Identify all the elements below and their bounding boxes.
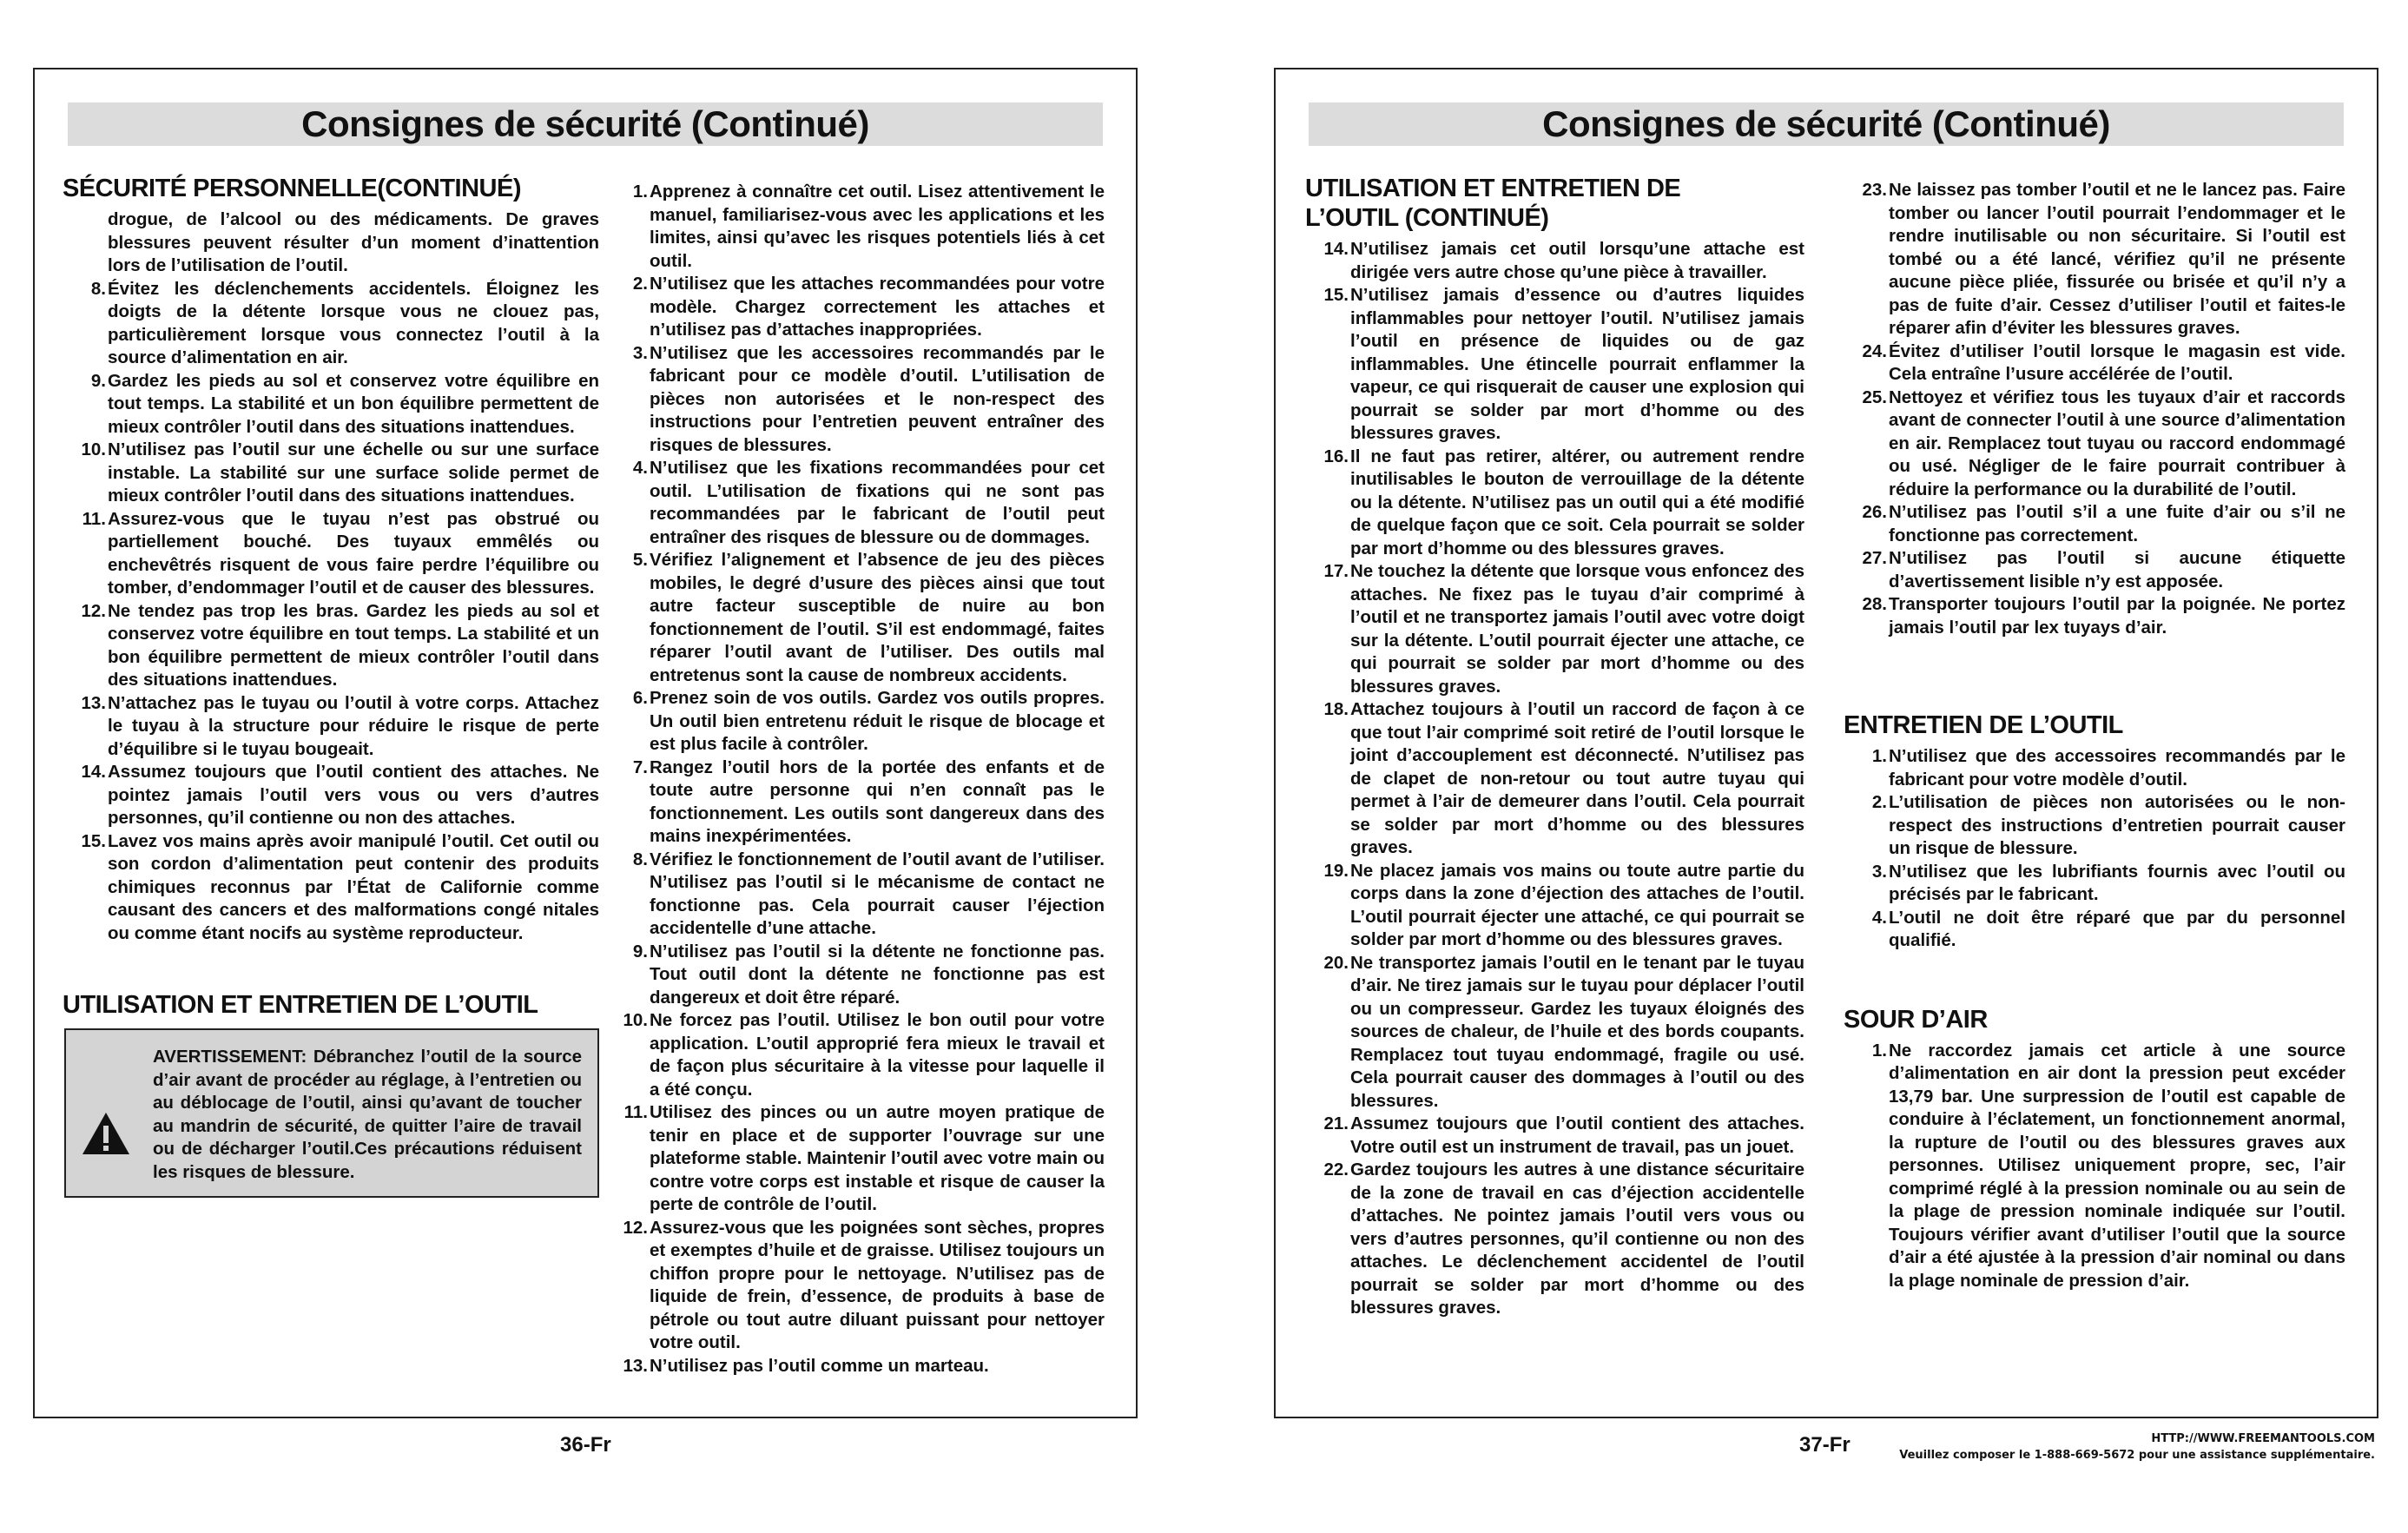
list-item-number: 8. <box>90 278 106 299</box>
list-item <box>1305 446 1804 561</box>
page-number-right: 37-Fr <box>1799 1433 1851 1457</box>
list-item <box>1844 340 2345 387</box>
list-item <box>1844 387 2345 502</box>
list-item-text: Rangez l’outil hors de la portée des enfants et de toute autre personne qui n’en connaît pas le fonctionnement. Les outils sont dangereux dans des mains inexpérimentées. <box>650 757 1105 846</box>
list-item-number: 27. <box>1862 548 1887 568</box>
list-item-number: 23. <box>1862 180 1887 200</box>
left-column-1 <box>63 174 599 1198</box>
list-item-text: N’utilisez que des accessoires recommandés par le fabricant pour votre modèle d’outil. <box>1889 746 2345 790</box>
list-item <box>1305 1159 1804 1320</box>
list-item-number: 20. <box>1323 952 1349 973</box>
list-item <box>63 508 599 600</box>
list-item <box>1844 745 2345 791</box>
list-item-text: Assumez toujours que l’outil contient des attaches. Votre outil est un instrument de travail, pas un jouet. <box>1350 1113 1804 1157</box>
list-item <box>604 757 1105 849</box>
list-item <box>63 761 599 830</box>
list-item-number: 11. <box>623 1102 648 1122</box>
warning-triangle-icon <box>80 1110 132 1157</box>
list-item-number: 28. <box>1862 594 1887 614</box>
list-item-text: Assumez toujours que l’outil contient des attaches. Ne pointez jamais l’outil vers vous ou vers d’autres personnes, qu’il contienne ou non des attaches. <box>108 762 599 828</box>
list-item <box>1305 860 1804 952</box>
left-page <box>33 68 1138 1418</box>
list-item-number: 1. <box>1871 1040 1887 1061</box>
list-item-number: 5. <box>632 550 648 570</box>
page-header-left: Consignes de sécurité (Continué) <box>68 102 1103 146</box>
list-item <box>63 278 599 370</box>
list-item-number: 15. <box>1323 285 1349 305</box>
list-item-text: N’utilisez que les accessoires recommandés par le fabricant pour ce modèle d’outil. L’utilisation de pièces non autorisées et le non-respect des instructions pour l’entretien peuvent entraîner des risques de blessures. <box>650 342 1105 455</box>
list-item-text: N’utilisez que les lubrifiants fournis avec l’outil ou précisés par le fabricant. <box>1889 861 2345 904</box>
list-item-text: N’utilisez pas l’outil sur une échelle ou sur une surface instable. La stabilité sur une surface solide permet de mieux contrôler l’outil dans des situations inattendues. <box>108 439 599 505</box>
list-item <box>1844 547 2345 593</box>
warning-box <box>64 1028 599 1198</box>
list-item-number: 13. <box>81 692 106 713</box>
list-item-number: 18. <box>1323 699 1349 719</box>
list-item <box>604 849 1105 941</box>
list-item <box>1844 791 2345 861</box>
list-item-number: 21. <box>1323 1113 1349 1133</box>
list-item-text: Il ne faut pas retirer, altérer, ou autrement rendre inutilisables le bouton de verrouillage de la détente ou la détente. N’utilisez pas un outil qui a été modifié de quelque façon que ce soit. Cela pourrait se solder par mort d’homme ou des blessures graves. <box>1350 446 1804 558</box>
list-item-text: Assurez-vous que le tuyau n’est pas obstrué ou partiellement bouché. Des tuyaux emmêlés ou enchevêtrés risquent de vous faire perdre l’équilibre ou tomber, d’endommager l’outil et de causer des blessures. <box>108 508 599 598</box>
list-item-text: N’utilisez jamais cet outil lorsqu’une attache est dirigée vers autre chose qu’une pièce à travailler. <box>1350 239 1804 282</box>
list-item-text: Évitez les déclenchements accidentels. Éloignez les doigts de la détente lorsque vous ne clouez pas, particulièrement lorsque vous connectez l’outil à la source d’alimentation en air. <box>108 278 599 367</box>
list-item-number: 19. <box>1323 860 1349 881</box>
list-item-number: 3. <box>1871 861 1887 882</box>
tool-use-more-list <box>1844 179 2345 639</box>
footer-phone: Veuillez composer le 1-888-669-5672 pour une assistance supplémentaire. <box>1899 1449 2375 1462</box>
list-item-text: Apprenez à connaître cet outil. Lisez attentivement le manuel, familiarisez-vous avec les applications et les limites, ainsi qu’avec les risques potentiels liés à cet outil. <box>650 182 1105 271</box>
list-item-number: 12. <box>81 600 106 621</box>
list-item-text: N’utilisez pas l’outil si la détente ne fonctionne pas. Tout outil dont la détente ne fonctionne pas est dangereux et doit être réparé. <box>650 941 1105 1008</box>
list-item-text: Ne raccordez jamais cet article à une source d’alimentation en air dont la pression peut excéder 13,79 bar. Une surpression de l’outil est capable de conduire à l’éclatement, un fonctionnement anormal, la rupture de l’outil ou des blessures graves aux personnes. Utilisez uniquement propre, sec, l’air comprimé réglé à la pression nominale ou au sein de la plage de pression nominale indiquée sur l’outil. Toujours vérifier avant d’utiliser l’outil que la source d’air a été ajustée à la pression d’air nominal ou dans la plage nominale de pression d’air. <box>1889 1040 2345 1291</box>
warning-text: AVERTISSEMENT: Débranchez l’outil de la source d’air avant de procéder au réglage, à l’entretien ou au déblocage de l’outil, ainsi qu’avant de toucher au mandrin de sécurité, de quitter l’aire de travail ou de décharger l’outil.Ces précautions réduisent les risques de blessure. <box>153 1047 582 1182</box>
list-item-text: N’utilisez pas l’outil comme un marteau. <box>650 1355 989 1376</box>
list-item-number: 9. <box>632 941 648 961</box>
list-item-text: Ne forcez pas l’outil. Utilisez le bon outil pour votre application. L’outil approprié fera mieux le travail et de façon plus sécuritaire à la vitesse pour laquelle il a été conçu. <box>650 1010 1105 1100</box>
list-item-text: Ne placez jamais vos mains ou toute autre partie du corps dans la zone d’éjection des attaches de l’outil. L’outil pourrait éjecter une attaché, ce qui pourrait se solder par mort d’homme ou des blessures graves. <box>1350 860 1804 949</box>
section-title-personal-safety: SÉCURITÉ PERSONNELLE(CONTINUÉ) <box>63 175 521 202</box>
list-item <box>604 549 1105 687</box>
list-item <box>604 342 1105 458</box>
section-title-maintenance: ENTRETIEN DE L’OUTIL <box>1844 711 2123 739</box>
list-item-number: 9. <box>90 370 106 391</box>
list-item-text: Prenez soin de vos outils. Gardez vos outils propres. Un outil bien entretenu réduit le risque de blocage et est plus facile à contrôler. <box>650 688 1105 754</box>
list-item <box>1305 284 1804 446</box>
continuation-text: drogue, de l’alcool ou des médicaments. De graves blessures peuvent résulter d’un moment d’inattention lors de l’utilisation de l’outil. <box>108 209 599 275</box>
right-column-2 <box>1844 179 2345 1292</box>
maintenance-list <box>1844 745 2345 953</box>
list-item-number: 12. <box>623 1217 648 1238</box>
list-item-text: Nettoyez et vérifiez tous les tuyaux d’air et raccords avant de connecter l’outil à une source d’alimentation en air. Remplacez tout tuyau ou raccord endommagé ou usé. Négliger de le faire pourrait contribuer à réduire la performance ou la durabilité de l’outil. <box>1889 387 2345 499</box>
list-item-text: Vérifiez l’alignement et l’absence de jeu des pièces mobiles, le degré d’usure des pièces ainsi que tout autre facteur susceptible de nuire au bon fonctionnement de l’outil. S’il est endommagé, faites réparer l’outil avant de l’utiliser. Des outils mal entretenus sont la cause de nombreux accidents. <box>650 550 1105 685</box>
list-item <box>1305 1113 1804 1159</box>
list-item-text: N’utilisez pas l’outil s’il a une fuite d’air ou s’il ne fonctionne pas correctement. <box>1889 502 2345 545</box>
list-item-number: 14. <box>1323 239 1349 259</box>
list-item <box>1844 179 2345 340</box>
tool-use-cont-list <box>1305 238 1804 1320</box>
list-item <box>1305 952 1804 1113</box>
left-column-2 <box>604 181 1105 1378</box>
list-item-text: Ne transportez jamais l’outil en le tenant par le tuyau d’air. Ne tirez jamais sur le tuyau pour déplacer l’outil ou un compresseur. Gardez les tuyaux éloignés des sources de chaleur, de l’huile et des bords coupants. Remplacez tout tuyau endommagé, fragile ou usé. Cela pourrait causer des dommages à l’outil ou des blessures. <box>1350 952 1804 1111</box>
list-item-number: 26. <box>1862 502 1887 522</box>
list-item-text: Ne touchez la détente que lorsque vous enfoncez des attaches. Ne fixez pas le tuyau d’air comprimé à l’outil et ne transportez jamais l’outil avec votre doigt sur la détente. L’outil pourrait éjecter une attache, ce qui pourrait se solder par mort d’homme ou des blessures graves. <box>1350 561 1804 697</box>
list-item-number: 2. <box>1871 792 1887 812</box>
list-item-number: 14. <box>81 762 106 782</box>
list-item <box>604 273 1105 342</box>
list-item-number: 11. <box>82 508 106 529</box>
section-title-tool-use: UTILISATION ET ENTRETIEN DE L’OUTIL <box>63 991 538 1019</box>
list-item-text: Attachez toujours à l’outil un raccord de façon à ce que tout l’air comprimé soit retiré de l’outil lorsque le joint d’accouplement est déconnecté. N’utilisez pas de clapet de non-retour ou tout autre tuyau qui permet à l’air de demeurer dans l’outil. Cela pourrait se solder par mort d’homme ou des blessures graves. <box>1350 699 1804 857</box>
list-item-number: 13. <box>623 1355 648 1376</box>
list-item <box>1305 238 1804 284</box>
list-item <box>63 692 599 762</box>
list-item-text: Gardez toujours les autres à une distance sécuritaire de la zone de travail en cas d’éjection accidentelle d’attaches. Ne pointez jamais l’outil vers vous ou vers d’autres personnes, qu’il contienne ou non des attaches. Le déclenchement accidentel de l’outil pourrait se solder par mort d’homme ou des blessures graves. <box>1350 1160 1804 1318</box>
list-item-text: Vérifiez le fonctionnement de l’outil avant de l’utiliser. N’utilisez pas l’outil si le mécanisme de contact ne fonctionne pas. Cela pourrait causer l’éjection accidentelle d’une attache. <box>650 849 1105 938</box>
list-item-text: L’outil ne doit être réparé que par du personnel qualifié. <box>1889 907 2345 950</box>
list-item <box>604 1355 1105 1378</box>
list-item-number: 1. <box>632 182 648 202</box>
list-item-number: 3. <box>632 342 648 363</box>
list-item <box>1305 560 1804 698</box>
list-item-number: 10. <box>623 1010 648 1030</box>
list-item <box>63 830 599 946</box>
list-item-text: N’utilisez que les attaches recommandées pour votre modèle. Chargez correctement les attaches et n’utilisez pas d’attaches inappropriées. <box>650 274 1105 340</box>
list-item-number: 25. <box>1862 387 1887 407</box>
page-number-left: 36-Fr <box>560 1433 611 1457</box>
list-item <box>604 1009 1105 1101</box>
list-item <box>604 457 1105 549</box>
list-item-number: 1. <box>1871 746 1887 766</box>
list-item-text: Utilisez des pinces ou un autre moyen pratique de tenir en place et de supporter l’ouvrage sur une plateforme stable. Maintenir l’outil avec votre main ou contre votre corps est instable et risque de causer la perte de contrôle de l’outil. <box>650 1102 1105 1214</box>
list-item-number: 7. <box>632 757 648 777</box>
list-item <box>1844 593 2345 639</box>
list-item-text: Lavez vos mains après avoir manipulé l’outil. Cet outil ou son cordon d’alimentation peut contenir des produits chimiques reconnus par l’État de Californie comme causant des cancers et des malformations congé nitales ou comme étant nocifs au système reproducteur. <box>108 830 599 943</box>
list-item-number: 2. <box>632 274 648 294</box>
list-item-number: 10. <box>81 439 106 459</box>
page-header-right: Consignes de sécurité (Continué) <box>1309 102 2344 146</box>
list-item <box>63 370 599 439</box>
list-item-number: 4. <box>1871 907 1887 928</box>
list-item-number: 8. <box>632 849 648 869</box>
list-item <box>63 439 599 508</box>
list-item <box>604 1101 1105 1217</box>
right-page <box>1274 68 2378 1418</box>
list-item-number: 16. <box>1323 446 1349 466</box>
list-item <box>63 600 599 692</box>
list-item-text: Transporter toujours l’outil par la poignée. Ne portez jamais l’outil par lex tuyays d’air. <box>1889 594 2345 638</box>
list-item-number: 6. <box>632 688 648 708</box>
list-item-number: 17. <box>1323 561 1349 581</box>
list-item <box>604 687 1105 757</box>
list-item-number: 15. <box>81 830 106 851</box>
list-item-text: L’utilisation de pièces non autorisées ou le non-respect des instructions d’entretien pourrait causer un risque de blessure. <box>1889 792 2345 858</box>
list-item <box>604 941 1105 1010</box>
list-item-text: N’attachez pas le tuyau ou l’outil à votre corps. Attachez le tuyau à la structure pour réduire le risque de perte d’équilibre si le tuyau bougeait. <box>108 692 599 759</box>
footer-url[interactable]: HTTP://WWW.FREEMANTOOLS.COM <box>2151 1432 2375 1445</box>
list-item-text: Assurez-vous que les poignées sont sèches, propres et exemptes d’huile et de graisse. Utilisez toujours un chiffon propre pour le nettoyage. N’utilisez pas de liquide de frein, d’essence, de produits à base de pétrole ou tout autre diluant puissant pour nettoyer votre outil. <box>650 1217 1105 1352</box>
tool-use-list <box>604 181 1105 1378</box>
list-item-text: Ne tendez pas trop les bras. Gardez les pieds au sol et conservez votre équilibre en tout temps. La stabilité et un bon équilibre permettent de mieux contrôler l’outil dans des situations inattendues. <box>108 600 599 690</box>
list-item-text: N’utilisez pas l’outil si aucune étiquette d’avertissement lisible n’y est apposée. <box>1889 548 2345 591</box>
section-title-air-source: SOUR D’AIR <box>1844 1005 1988 1034</box>
air-source-list <box>1844 1040 2345 1293</box>
personal-safety-list <box>63 278 599 946</box>
footer-contact <box>1899 1431 2375 1464</box>
list-item-text: Évitez d’utiliser l’outil lorsque le magasin est vide. Cela entraîne l’usure accélérée de l’outil. <box>1889 340 2345 384</box>
list-item-text: N’utilisez que les fixations recommandées pour cet outil. L’utilisation de fixations qui ne sont pas recommandées par le fabricant de l’outil peut entraîner des risques de blessure ou de dommages. <box>650 458 1105 547</box>
list-item <box>1844 501 2345 547</box>
list-item-number: 22. <box>1323 1160 1349 1179</box>
list-item-text: N’utilisez jamais d’essence ou d’autres liquides inflammables pour nettoyer l’outil. N’utilisez jamais l’outil en présence de liquides ou de gaz inflammables. Une étincelle pourrait enflammer la vapeur, ce qui risquerait de causer une explosion qui pourrait se solder par mort d’homme ou des blessures graves. <box>1350 285 1804 443</box>
list-item-text: Ne laissez pas tomber l’outil et ne le lancez pas. Faire tomber ou lancer l’outil pourrait l’endommager et le rendre inutilisable ou non sécuritaire. Si l’outil est tombé ou a été lancé, vérifiez qu’il ne présente aucune pièce pliée, fissurée ou brisée et qu’il n’y a pas de fuite d’air. Cessez d’utiliser l’outil et faites-le réparer afin d’éviter les blessures graves. <box>1889 180 2345 338</box>
list-item-number: 4. <box>632 458 648 478</box>
section-title-tool-use-cont: UTILISATION ET ENTRETIEN DE L’OUTIL (CONTINUÉ) <box>1305 175 1681 232</box>
list-item-number: 24. <box>1862 340 1887 361</box>
list-item-text: Gardez les pieds au sol et conservez votre équilibre en tout temps. La stabilité et un bon équilibre permettent de mieux contrôler l’outil dans des situations inattendues. <box>108 370 599 437</box>
list-item <box>604 181 1105 273</box>
list-item <box>604 1217 1105 1355</box>
list-item <box>1305 698 1804 860</box>
list-item <box>1844 861 2345 907</box>
list-item <box>1844 1040 2345 1293</box>
right-column-1 <box>1305 174 1804 1320</box>
list-item <box>1844 907 2345 953</box>
